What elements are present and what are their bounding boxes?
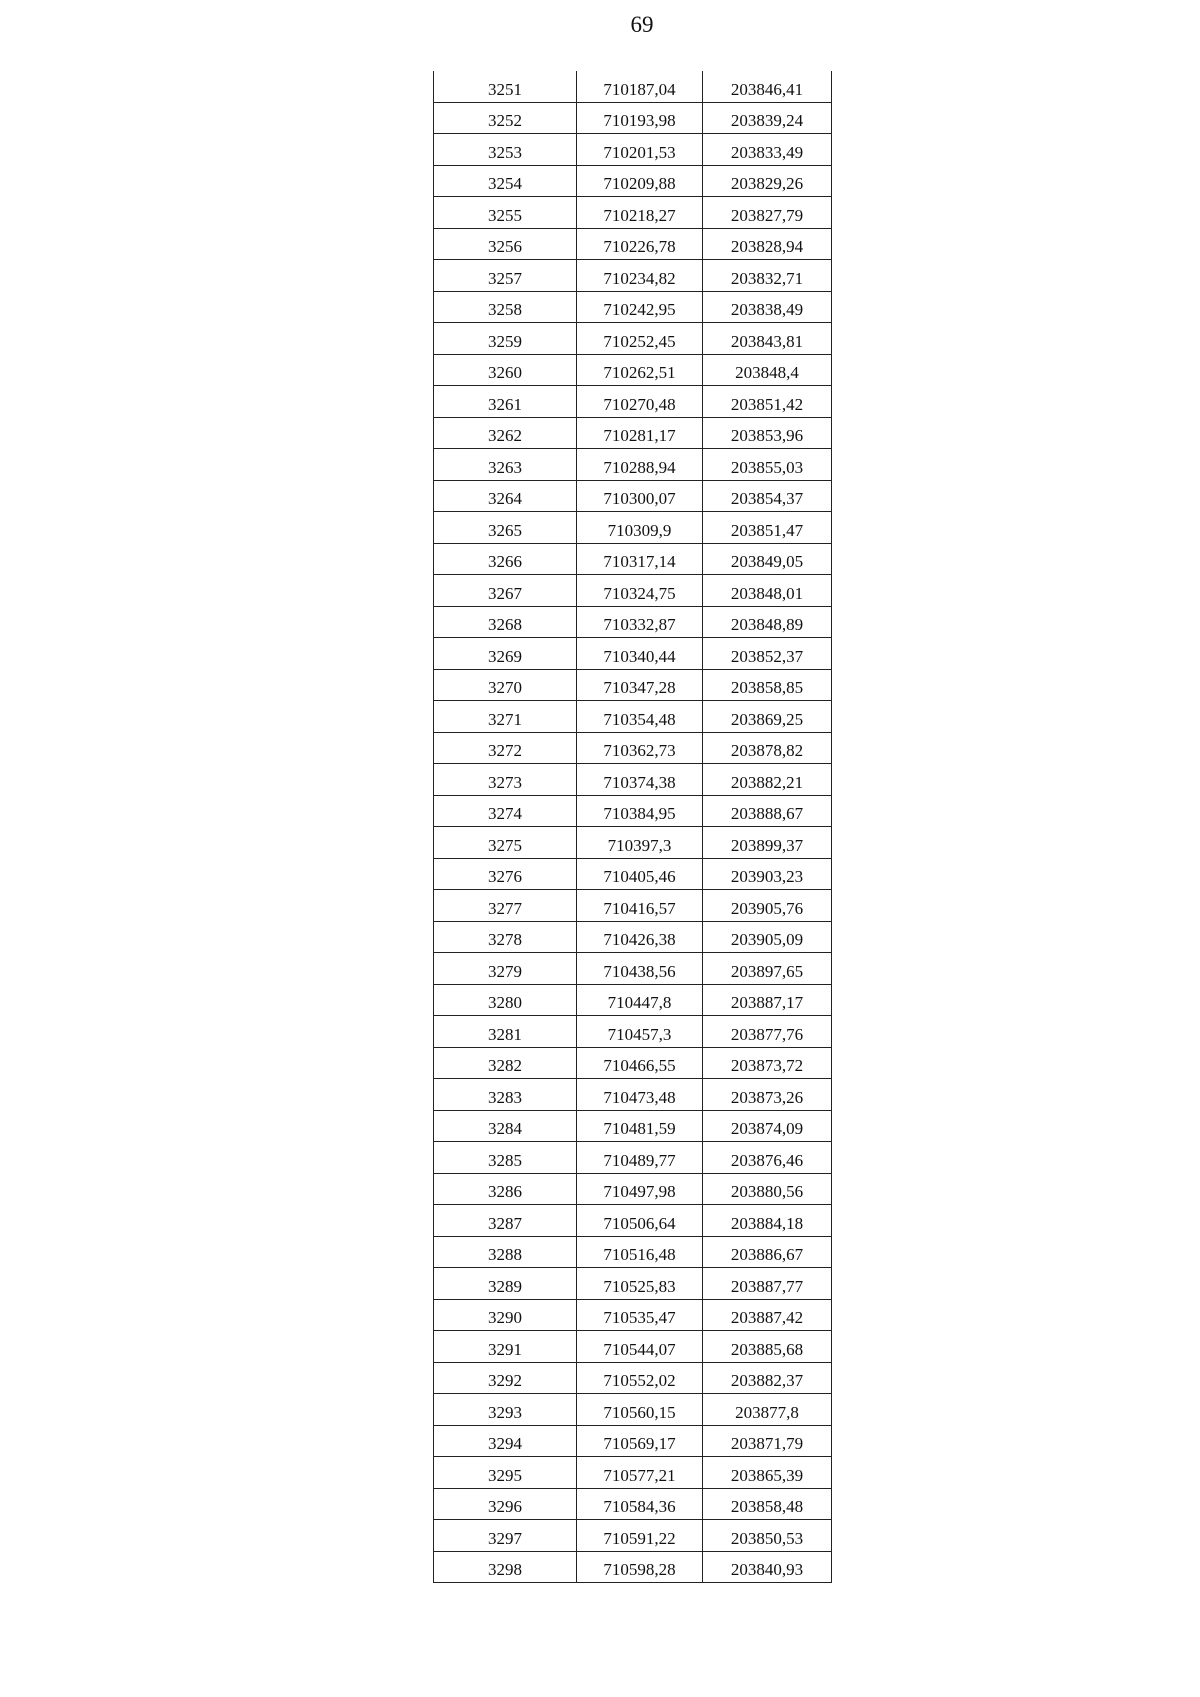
point-number-cell: 3298 <box>434 1551 577 1583</box>
x-coordinate-cell: 710281,17 <box>577 417 703 449</box>
table-row <box>434 732 832 764</box>
table-row <box>434 543 832 575</box>
x-coordinate-cell: 710591,22 <box>577 1520 703 1552</box>
y-coordinate-cell: 203846,41 <box>703 71 832 102</box>
y-coordinate-cell: 203843,81 <box>703 323 832 355</box>
x-coordinate-cell: 710324,75 <box>577 575 703 607</box>
table-row <box>434 165 832 197</box>
y-coordinate-cell: 203903,23 <box>703 858 832 890</box>
point-number-cell: 3287 <box>434 1205 577 1237</box>
x-coordinate-cell: 710584,36 <box>577 1488 703 1520</box>
x-coordinate-cell: 710201,53 <box>577 134 703 166</box>
point-number-cell: 3284 <box>434 1110 577 1142</box>
point-number-cell: 3276 <box>434 858 577 890</box>
y-coordinate-cell: 203877,8 <box>703 1394 832 1426</box>
table-row <box>434 1520 832 1552</box>
y-coordinate-cell: 203887,42 <box>703 1299 832 1331</box>
table-row <box>434 1173 832 1205</box>
table-row <box>434 669 832 701</box>
table-row <box>434 480 832 512</box>
x-coordinate-cell: 710525,83 <box>577 1268 703 1300</box>
table-row <box>434 512 832 544</box>
y-coordinate-cell: 203886,67 <box>703 1236 832 1268</box>
point-number-cell: 3255 <box>434 197 577 229</box>
table-row <box>434 386 832 418</box>
x-coordinate-cell: 710506,64 <box>577 1205 703 1237</box>
x-coordinate-cell: 710262,51 <box>577 354 703 386</box>
y-coordinate-cell: 203874,09 <box>703 1110 832 1142</box>
y-coordinate-cell: 203832,71 <box>703 260 832 292</box>
x-coordinate-cell: 710560,15 <box>577 1394 703 1426</box>
x-coordinate-cell: 710569,17 <box>577 1425 703 1457</box>
point-number-cell: 3258 <box>434 291 577 323</box>
point-number-cell: 3291 <box>434 1331 577 1363</box>
point-number-cell: 3269 <box>434 638 577 670</box>
x-coordinate-cell: 710234,82 <box>577 260 703 292</box>
x-coordinate-cell: 710270,48 <box>577 386 703 418</box>
y-coordinate-cell: 203865,39 <box>703 1457 832 1489</box>
x-coordinate-cell: 710416,57 <box>577 890 703 922</box>
y-coordinate-cell: 203876,46 <box>703 1142 832 1174</box>
table-row <box>434 197 832 229</box>
point-number-cell: 3270 <box>434 669 577 701</box>
y-coordinate-cell: 203852,37 <box>703 638 832 670</box>
x-coordinate-cell: 710497,98 <box>577 1173 703 1205</box>
table-row <box>434 921 832 953</box>
y-coordinate-cell: 203887,77 <box>703 1268 832 1300</box>
table-row <box>434 228 832 260</box>
table-row <box>434 1142 832 1174</box>
table-row <box>434 71 832 102</box>
y-coordinate-cell: 203833,49 <box>703 134 832 166</box>
x-coordinate-cell: 710489,77 <box>577 1142 703 1174</box>
table-row <box>434 890 832 922</box>
table-row <box>434 260 832 292</box>
y-coordinate-cell: 203855,03 <box>703 449 832 481</box>
point-number-cell: 3289 <box>434 1268 577 1300</box>
table-row <box>434 102 832 134</box>
table-row <box>434 291 832 323</box>
x-coordinate-cell: 710473,48 <box>577 1079 703 1111</box>
point-number-cell: 3263 <box>434 449 577 481</box>
point-number-cell: 3285 <box>434 1142 577 1174</box>
x-coordinate-cell: 710288,94 <box>577 449 703 481</box>
x-coordinate-cell: 710466,55 <box>577 1047 703 1079</box>
y-coordinate-cell: 203871,79 <box>703 1425 832 1457</box>
x-coordinate-cell: 710242,95 <box>577 291 703 323</box>
point-number-cell: 3279 <box>434 953 577 985</box>
y-coordinate-cell: 203873,26 <box>703 1079 832 1111</box>
point-number-cell: 3256 <box>434 228 577 260</box>
x-coordinate-cell: 710193,98 <box>577 102 703 134</box>
point-number-cell: 3288 <box>434 1236 577 1268</box>
table-row <box>434 449 832 481</box>
x-coordinate-cell: 710362,73 <box>577 732 703 764</box>
y-coordinate-cell: 203851,42 <box>703 386 832 418</box>
x-coordinate-cell: 710552,02 <box>577 1362 703 1394</box>
y-coordinate-cell: 203848,01 <box>703 575 832 607</box>
y-coordinate-cell: 203885,68 <box>703 1331 832 1363</box>
point-number-cell: 3274 <box>434 795 577 827</box>
y-coordinate-cell: 203828,94 <box>703 228 832 260</box>
point-number-cell: 3282 <box>434 1047 577 1079</box>
x-coordinate-cell: 710544,07 <box>577 1331 703 1363</box>
y-coordinate-cell: 203888,67 <box>703 795 832 827</box>
point-number-cell: 3272 <box>434 732 577 764</box>
y-coordinate-cell: 203884,18 <box>703 1205 832 1237</box>
y-coordinate-cell: 203851,47 <box>703 512 832 544</box>
x-coordinate-cell: 710252,45 <box>577 323 703 355</box>
point-number-cell: 3280 <box>434 984 577 1016</box>
point-number-cell: 3286 <box>434 1173 577 1205</box>
table-row <box>434 1551 832 1583</box>
y-coordinate-cell: 203905,76 <box>703 890 832 922</box>
y-coordinate-cell: 203854,37 <box>703 480 832 512</box>
point-number-cell: 3265 <box>434 512 577 544</box>
table-row <box>434 323 832 355</box>
point-number-cell: 3260 <box>434 354 577 386</box>
table-row <box>434 1047 832 1079</box>
y-coordinate-cell: 203838,49 <box>703 291 832 323</box>
x-coordinate-cell: 710317,14 <box>577 543 703 575</box>
x-coordinate-cell: 710577,21 <box>577 1457 703 1489</box>
table-row <box>434 1268 832 1300</box>
y-coordinate-cell: 203877,76 <box>703 1016 832 1048</box>
y-coordinate-cell: 203887,17 <box>703 984 832 1016</box>
y-coordinate-cell: 203827,79 <box>703 197 832 229</box>
x-coordinate-cell: 710481,59 <box>577 1110 703 1142</box>
table-row <box>434 134 832 166</box>
table-row <box>434 606 832 638</box>
x-coordinate-cell: 710354,48 <box>577 701 703 733</box>
x-coordinate-cell: 710535,47 <box>577 1299 703 1331</box>
x-coordinate-cell: 710384,95 <box>577 795 703 827</box>
x-coordinate-cell: 710516,48 <box>577 1236 703 1268</box>
x-coordinate-cell: 710447,8 <box>577 984 703 1016</box>
point-number-cell: 3264 <box>434 480 577 512</box>
point-number-cell: 3292 <box>434 1362 577 1394</box>
table-row <box>434 354 832 386</box>
table-row <box>434 1079 832 1111</box>
point-number-cell: 3277 <box>434 890 577 922</box>
table-row <box>434 858 832 890</box>
x-coordinate-cell: 710374,38 <box>577 764 703 796</box>
y-coordinate-cell: 203878,82 <box>703 732 832 764</box>
point-number-cell: 3281 <box>434 1016 577 1048</box>
point-number-cell: 3268 <box>434 606 577 638</box>
table-row <box>434 827 832 859</box>
table-row <box>434 1110 832 1142</box>
point-number-cell: 3253 <box>434 134 577 166</box>
y-coordinate-cell: 203873,72 <box>703 1047 832 1079</box>
point-number-cell: 3252 <box>434 102 577 134</box>
page-number: 69 <box>630 12 654 37</box>
x-coordinate-cell: 710332,87 <box>577 606 703 638</box>
y-coordinate-cell: 203850,53 <box>703 1520 832 1552</box>
y-coordinate-cell: 203853,96 <box>703 417 832 449</box>
y-coordinate-cell: 203829,26 <box>703 165 832 197</box>
table-row <box>434 575 832 607</box>
y-coordinate-cell: 203899,37 <box>703 827 832 859</box>
point-number-cell: 3283 <box>434 1079 577 1111</box>
table-row <box>434 701 832 733</box>
x-coordinate-cell: 710347,28 <box>577 669 703 701</box>
table-row <box>434 1331 832 1363</box>
x-coordinate-cell: 710438,56 <box>577 953 703 985</box>
table-row <box>434 1425 832 1457</box>
point-number-cell: 3296 <box>434 1488 577 1520</box>
point-number-cell: 3254 <box>434 165 577 197</box>
table-row <box>434 1488 832 1520</box>
x-coordinate-cell: 710309,9 <box>577 512 703 544</box>
point-number-cell: 3259 <box>434 323 577 355</box>
x-coordinate-cell: 710226,78 <box>577 228 703 260</box>
table-row <box>434 1205 832 1237</box>
point-number-cell: 3261 <box>434 386 577 418</box>
point-number-cell: 3273 <box>434 764 577 796</box>
x-coordinate-cell: 710598,28 <box>577 1551 703 1583</box>
table-row <box>434 984 832 1016</box>
y-coordinate-cell: 203858,48 <box>703 1488 832 1520</box>
table-row <box>434 1299 832 1331</box>
table-row <box>434 1016 832 1048</box>
x-coordinate-cell: 710340,44 <box>577 638 703 670</box>
y-coordinate-cell: 203882,21 <box>703 764 832 796</box>
y-coordinate-cell: 203858,85 <box>703 669 832 701</box>
point-number-cell: 3293 <box>434 1394 577 1426</box>
point-number-cell: 3278 <box>434 921 577 953</box>
point-number-cell: 3257 <box>434 260 577 292</box>
table-row <box>434 1457 832 1489</box>
x-coordinate-cell: 710300,07 <box>577 480 703 512</box>
y-coordinate-cell: 203839,24 <box>703 102 832 134</box>
x-coordinate-cell: 710209,88 <box>577 165 703 197</box>
y-coordinate-cell: 203905,09 <box>703 921 832 953</box>
point-number-cell: 3297 <box>434 1520 577 1552</box>
y-coordinate-cell: 203897,65 <box>703 953 832 985</box>
point-number-cell: 3275 <box>434 827 577 859</box>
table-row <box>434 1362 832 1394</box>
table-row <box>434 795 832 827</box>
table-row <box>434 417 832 449</box>
x-coordinate-cell: 710397,3 <box>577 827 703 859</box>
y-coordinate-cell: 203849,05 <box>703 543 832 575</box>
x-coordinate-cell: 710405,46 <box>577 858 703 890</box>
x-coordinate-cell: 710426,38 <box>577 921 703 953</box>
point-number-cell: 3262 <box>434 417 577 449</box>
table-row <box>434 1236 832 1268</box>
y-coordinate-cell: 203869,25 <box>703 701 832 733</box>
coordinates-table <box>433 71 832 1583</box>
y-coordinate-cell: 203882,37 <box>703 1362 832 1394</box>
table-row <box>434 953 832 985</box>
table-row <box>434 638 832 670</box>
y-coordinate-cell: 203880,56 <box>703 1173 832 1205</box>
x-coordinate-cell: 710187,04 <box>577 71 703 102</box>
point-number-cell: 3295 <box>434 1457 577 1489</box>
point-number-cell: 3271 <box>434 701 577 733</box>
point-number-cell: 3290 <box>434 1299 577 1331</box>
point-number-cell: 3294 <box>434 1425 577 1457</box>
point-number-cell: 3266 <box>434 543 577 575</box>
point-number-cell: 3267 <box>434 575 577 607</box>
y-coordinate-cell: 203840,93 <box>703 1551 832 1583</box>
y-coordinate-cell: 203848,4 <box>703 354 832 386</box>
x-coordinate-cell: 710457,3 <box>577 1016 703 1048</box>
table-row <box>434 764 832 796</box>
point-number-cell: 3251 <box>434 71 577 102</box>
y-coordinate-cell: 203848,89 <box>703 606 832 638</box>
coordinates-table-body <box>434 71 832 1583</box>
table-row <box>434 1394 832 1426</box>
x-coordinate-cell: 710218,27 <box>577 197 703 229</box>
